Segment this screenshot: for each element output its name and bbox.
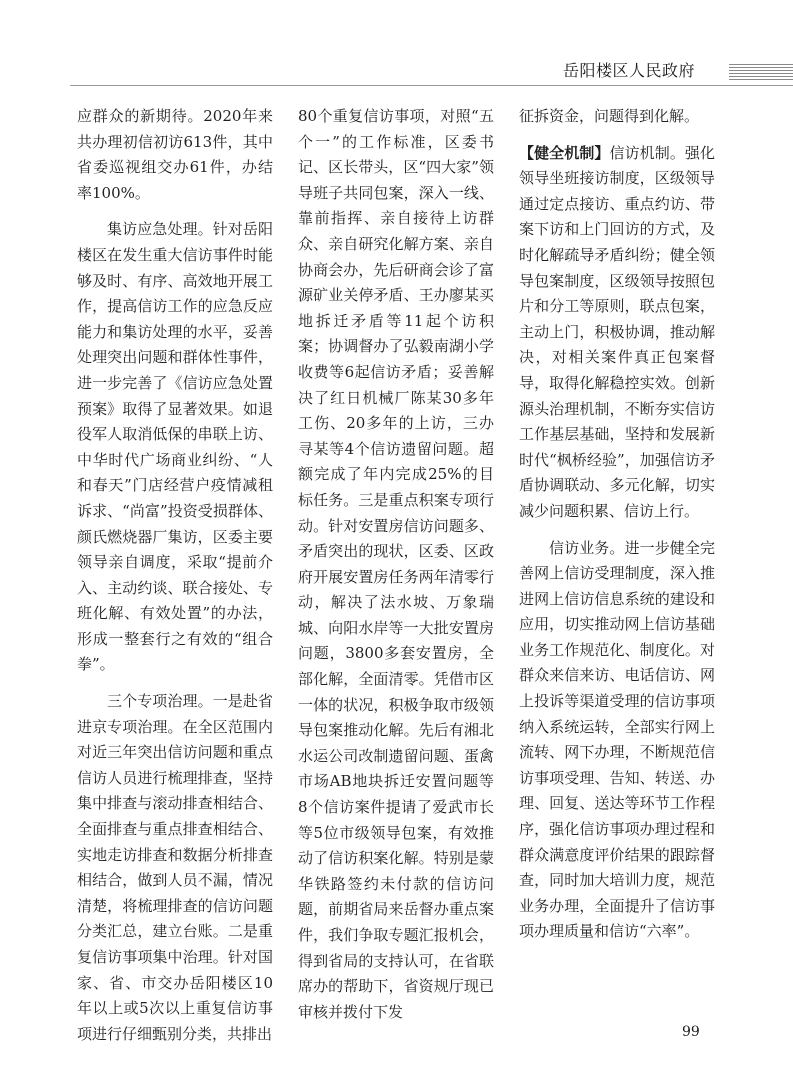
column-3: [519, 104, 715, 956]
paragraph: [519, 536, 715, 946]
page-number: 99: [682, 1024, 700, 1040]
paragraph: [519, 141, 715, 525]
paragraph-lead: 集访应急处理。: [107, 220, 213, 239]
paragraph-text: 80个重复信访事项，对照“五个一”的工作标准，区委书记、区长带头，区“四大家”领导班子共同包案，深入一线、靠前指挥、亲自接待上访群众、亲自研究化解方案、亲自协商会办，先后研商会诊了富源矿业关停矛盾、王办廖某买地拆迁矛盾等11起个访积案；协调督办了弘毅南湖小学收费等6起信访矛盾；妥善解决了红日机械厂陈某30多年工伤、20多年的上访，三办寻某等4个信访遗留问题。超额完成了年内完成25%的目标任务。三是重点积案专项行动。针对安置房信访问题多、矛盾突出的现状，区委、区政府开展安置房任务两年清零行动，解决了法水坡、万象瑞城、向阳水岸等一大批安置房问题，3800多套安置房，全部化解，全面清零。凭借市区一体的状况，积极争取市级领导包案推动化解。先后有湘北水运公司改制遗留问题、蛋禽市场AB地块拆迁安置问题等8个信访案件提请了爱武市长等5位市级领导包案，有效推动了信访积案化解。特别是蒙华铁路签约未付款的信访问题，前期省局来岳督办重点案件，我们争取专题汇报机会，得到省局的支持认可，在省联席办的帮助下，省资规厅现已审核并拨付下发: [298, 107, 494, 1021]
running-header: [0, 54, 793, 86]
header-rule: [70, 85, 793, 86]
paragraph-lead: 信访业务。: [549, 538, 625, 557]
header-title: 岳阳楼区人民政府: [562, 61, 695, 80]
paragraph: [519, 104, 715, 130]
paragraph-text: 一是赴省进京专项治理。在全区范围内对近三年突出信访问题和重点信访人员进行梳理排查，坚持集中排查与滚动排查相结合、全面排查与重点排查相结合、实地走访排查和数据分析排查相结合，做到人员不漏，情况清楚，将梳理排查的信访问题分类汇总，建立台账。二是重复信访事项集中治理。针对国家、省、市交办岳阳楼区10年以上或5次以上重复信访事项进行仔细甄别分类，共排出: [77, 692, 273, 1043]
paragraph: [77, 104, 273, 206]
paragraph-text: 信访机制。强化领导坐班接访制度，区级领导通过定点接访、重点约访、带案下访和上门回访的方式，及时化解疏导矛盾纠纷；健全领导包案制度，区级领导按照包片和分工等原则，联点包案，主动上门，积极协调，推动解决，对相关案件真正包案督导，取得化解稳控实效。创新源头治理机制，不断夯实信访工作基层基础，坚持和发展新时代“枫桥经验”，加强信访矛盾协调联动、多元化解，切实减少问题积累、信访上行。: [519, 143, 715, 520]
column-2: [298, 104, 494, 1036]
section-heading: 【健全机制】: [519, 143, 610, 162]
paragraph-text: 针对岳阳楼区在发生重大信访事件时能够及时、有序、高效地开展工作，提高信访工作的应急反应能力和集访处理的水平，妥善处理突出问题和群体性事件，进一步完善了《信访应急处置预案》取得了显著效果。如退役军人取消低保的串联上访、中华时代广场商业纠纷、“人和春天”门店经营户疫情减租诉求、“尚富”投资受损群体、颜氏燃烧器厂集访，区委主要领导亲自调度，采取“提前介入、主动约谈、联合接处、专班化解、有效处置”的办法，形成一整套行之有效的“组合拳”。: [77, 220, 273, 674]
paragraph-text: 进一步健全完善网上信访受理制度，深入推进网上信访信息系统的建设和应用，切实推动网上信访基础业务工作规范化、制度化。对群众来信来访、电话信访、网上投诉等渠道受理的信访事项纳入系统运转，全部实行网上流转、网下办理，不断规范信访事项受理、告知、转送、办理、回复、送达等环节工作程序，强化信访事项办理过程和群众满意度评价结果的跟踪督查，同时加大培训力度，规范业务办理，全面提升了信访事项办理质量和信访“六率”。: [519, 538, 715, 941]
paragraph: [77, 217, 273, 678]
paragraph: [77, 689, 273, 1047]
column-1: [77, 104, 273, 1058]
paragraph-lead: 三个专项治理。: [107, 692, 213, 711]
paragraph-text: 征拆资金，问题得到化解。: [519, 107, 700, 125]
header-stripes-decoration: [729, 64, 793, 80]
paragraph-text: 应群众的新期待。2020年来共办理初信初访613件，其中省委巡视组交办61件，办结率100%。: [77, 107, 273, 202]
paragraph: [298, 104, 494, 1025]
